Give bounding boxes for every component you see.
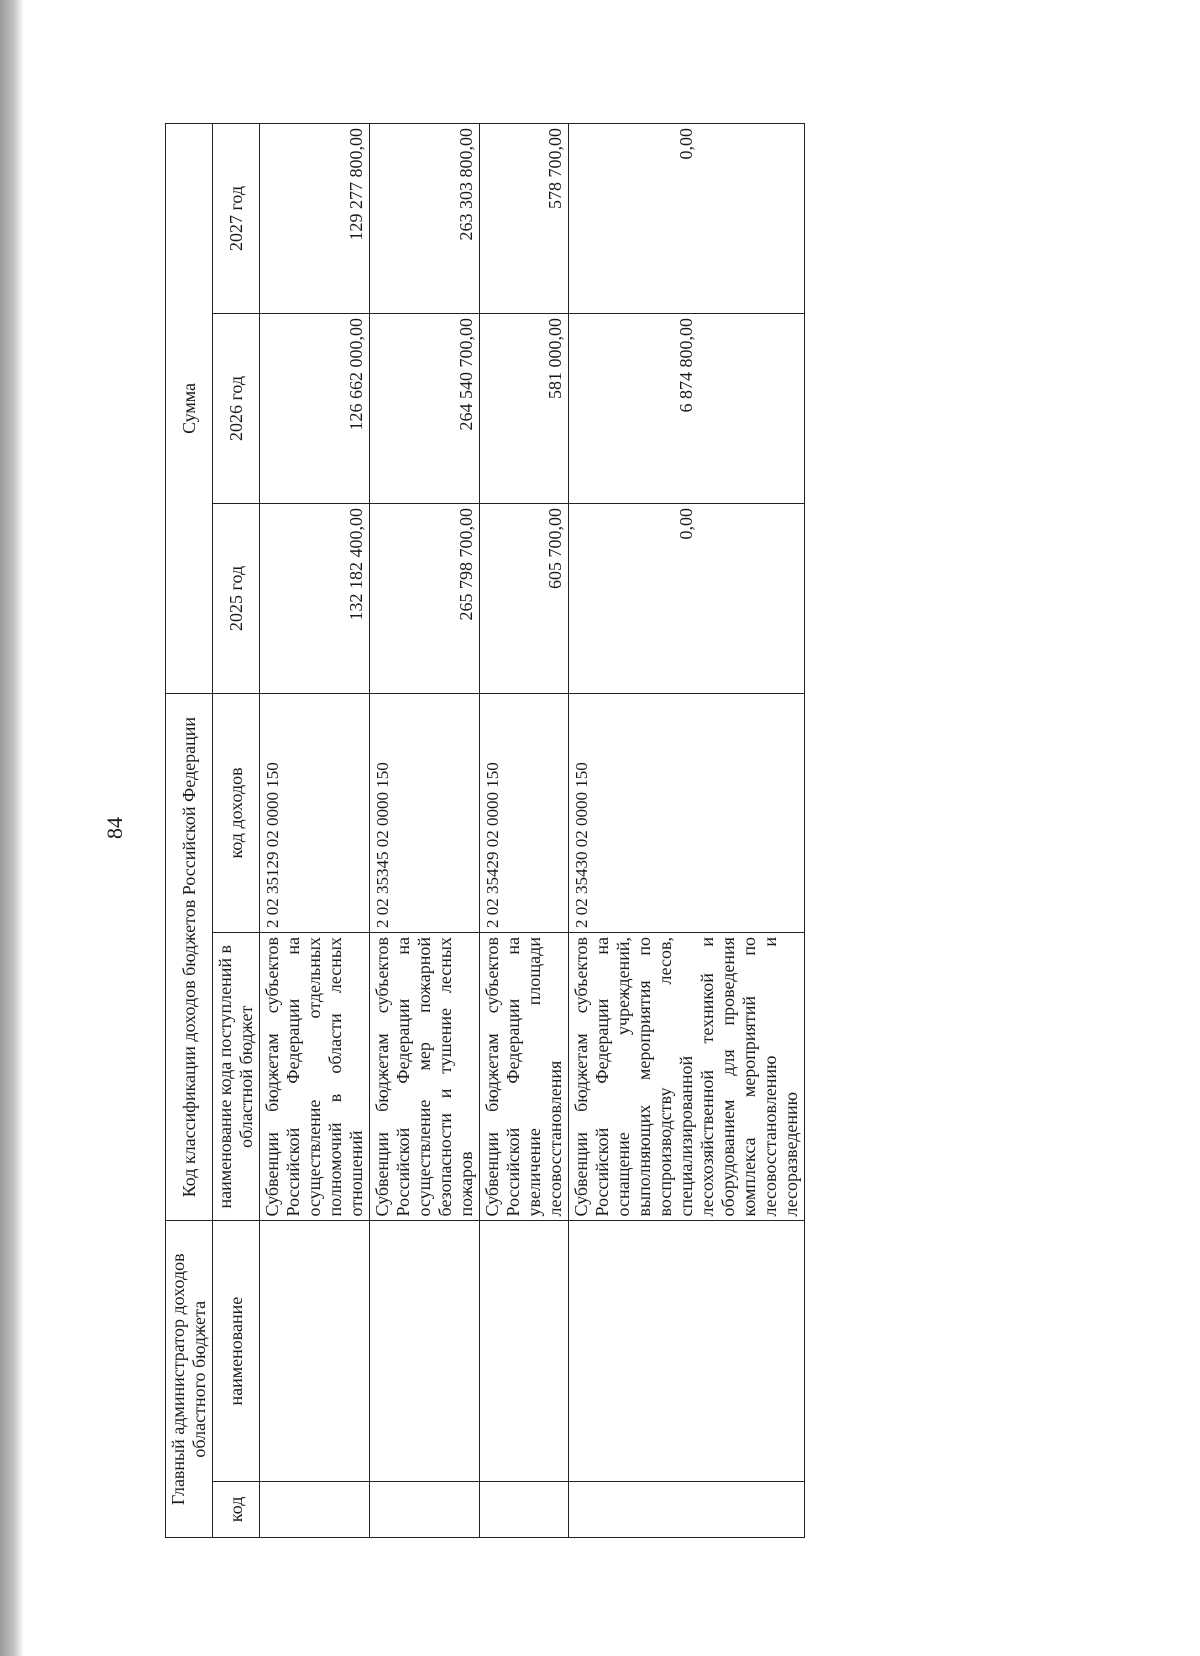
amount-2027-cell: 0,00 bbox=[569, 124, 805, 314]
admin-code-cell bbox=[569, 1481, 805, 1537]
income-code-cell: 2 02 35345 02 0000 150 bbox=[370, 693, 480, 932]
amount-2026-cell: 264 540 700,00 bbox=[370, 314, 480, 504]
sum-group-header: Сумма bbox=[166, 124, 213, 694]
admin-name-cell bbox=[569, 1221, 805, 1481]
amount-2025-cell: 605 700,00 bbox=[480, 503, 569, 693]
income-name-header: наименование кода поступлений в областной бюджет bbox=[213, 933, 260, 1221]
year-2025-header: 2025 год bbox=[213, 503, 260, 693]
budget-table bbox=[165, 123, 805, 1538]
header-row-1 bbox=[166, 124, 213, 1538]
income-code-cell: 2 02 35430 02 0000 150 bbox=[569, 693, 805, 932]
amount-2025-cell: 132 182 400,00 bbox=[260, 503, 370, 693]
income-code-cell: 2 02 35429 02 0000 150 bbox=[480, 693, 569, 932]
income-name-cell: Субвенции бюджетам субъектов Российской Федерации на осуществление отдельных полномочий в области лесных отношений bbox=[260, 933, 370, 1221]
admin-group-header: Главный администратор доходов областного бюджета bbox=[166, 1221, 213, 1538]
admin-code-cell bbox=[260, 1481, 370, 1537]
amount-2026-cell: 6 874 800,00 bbox=[569, 314, 805, 504]
income-name-cell: Субвенции бюджетам субъектов Российской Федерации на осуществление мер пожарной безопасности и тушение лесных пожаров bbox=[370, 933, 480, 1221]
admin-name-cell bbox=[370, 1221, 480, 1481]
income-code-cell: 2 02 35129 02 0000 150 bbox=[260, 693, 370, 932]
table-row bbox=[370, 124, 480, 1538]
admin-code-cell bbox=[480, 1481, 569, 1537]
year-2027-header: 2027 год bbox=[213, 124, 260, 314]
amount-2027-cell: 578 700,00 bbox=[480, 124, 569, 314]
admin-name-header: наименование bbox=[213, 1221, 260, 1481]
table-row bbox=[569, 124, 805, 1538]
admin-code-cell bbox=[370, 1481, 480, 1537]
rotated-page bbox=[100, 93, 1100, 1563]
amount-2025-cell: 265 798 700,00 bbox=[370, 503, 480, 693]
table-row bbox=[480, 124, 569, 1538]
scan-edge bbox=[0, 0, 24, 1656]
admin-code-header: код bbox=[213, 1481, 260, 1537]
amount-2026-cell: 126 662 000,00 bbox=[260, 314, 370, 504]
amount-2025-cell: 0,00 bbox=[569, 503, 805, 693]
admin-name-cell bbox=[260, 1221, 370, 1481]
amount-2027-cell: 263 303 800,00 bbox=[370, 124, 480, 314]
page-number: 84 bbox=[102, 817, 127, 839]
income-name-cell: Субвенции бюджетам субъектов Российской Федерации на оснащение учреждений, выполняющих мероприятия по воспроизводству лесов, специализированной лесохозяйственной техникой и оборудованием для проведения комплекса мероприятий по лесовосстановлению и лесоразведению bbox=[569, 933, 805, 1221]
amount-2026-cell: 581 000,00 bbox=[480, 314, 569, 504]
income-code-header: код доходов bbox=[213, 693, 260, 932]
year-2026-header: 2026 год bbox=[213, 314, 260, 504]
income-name-cell: Субвенции бюджетам субъектов Российской Федерации на увеличение площади лесовосстановления bbox=[480, 933, 569, 1221]
admin-name-cell bbox=[480, 1221, 569, 1481]
amount-2027-cell: 129 277 800,00 bbox=[260, 124, 370, 314]
table-row bbox=[260, 124, 370, 1538]
classification-group-header: Код классификации доходов бюджетов Российской Федерации bbox=[166, 693, 213, 1221]
